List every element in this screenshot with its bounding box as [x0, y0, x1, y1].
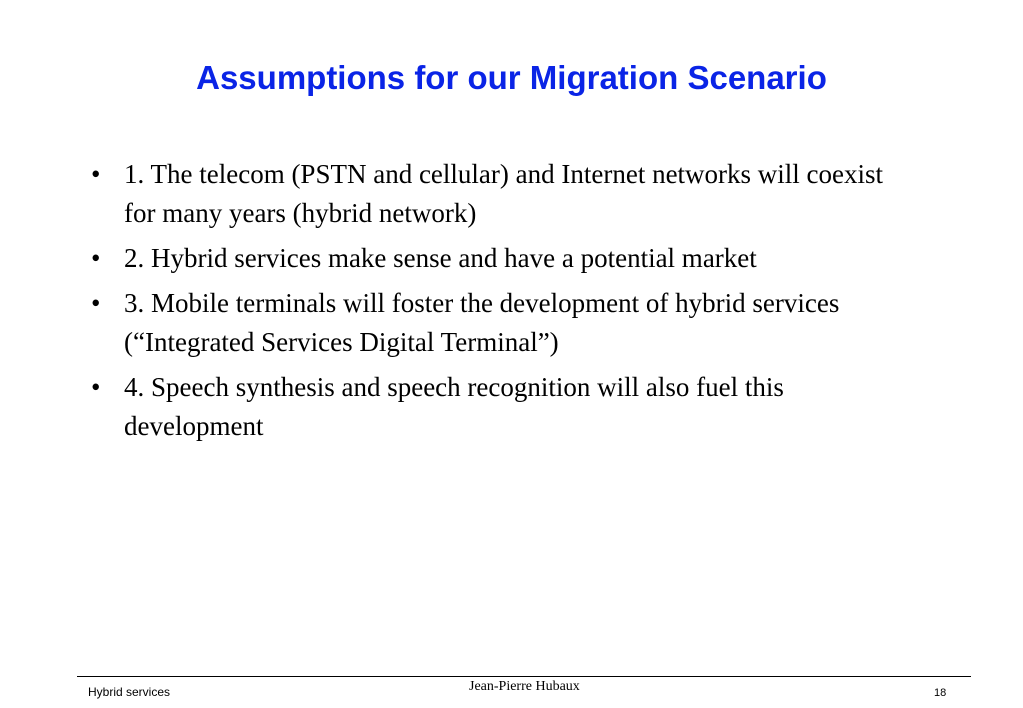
page-number: 18 [934, 687, 947, 699]
footer-author: Jean-Pierre Hubaux [469, 679, 580, 694]
bullet-item [91, 239, 921, 278]
bullet-text: 1. The telecom (PSTN and cellular) and Internet networks will coexist for many years (hybrid network) [124, 159, 884, 228]
footer-divider [77, 676, 971, 677]
bullet-icon: • [91, 243, 101, 273]
bullet-item [91, 368, 921, 446]
bullet-item [91, 284, 921, 362]
slide-title: Assumptions for our Migration Scenario [196, 59, 827, 96]
bullet-icon: • [91, 288, 101, 318]
bullet-icon: • [91, 159, 101, 189]
bullet-text: 4. Speech synthesis and speech recognition will also fuel this development [124, 372, 784, 441]
bullet-item [91, 155, 921, 233]
bullet-icon: • [91, 372, 101, 402]
bullet-list [91, 155, 921, 452]
bullet-text: 3. Mobile terminals will foster the development of hybrid services (“Integrated Services Digital Terminal”) [124, 288, 840, 357]
footer-section-label: Hybrid services [88, 685, 171, 699]
bullet-text: 2. Hybrid services make sense and have a potential market [124, 243, 757, 273]
